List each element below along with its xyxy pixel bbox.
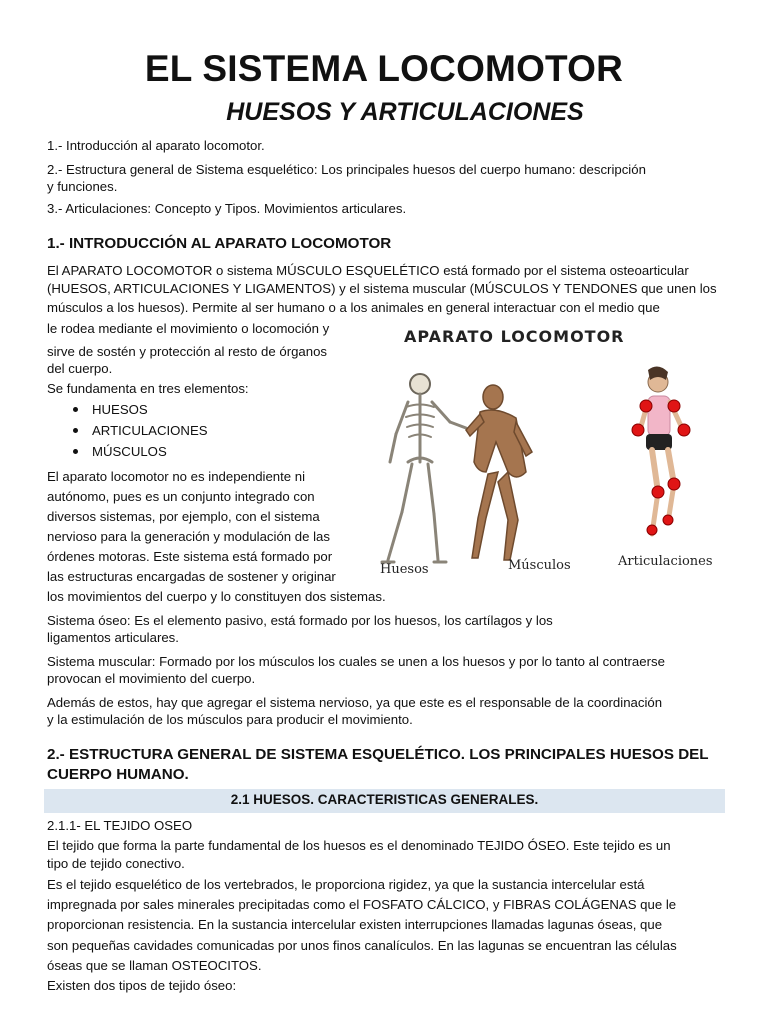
paragraph-line: y la estimulación de los músculos para producir el movimiento. — [47, 712, 413, 727]
paragraph-line: Existen dos tipos de tejido óseo: — [47, 978, 237, 993]
figure-illustration — [368, 322, 738, 587]
paragraph-line: El aparato locomotor no es independiente ni — [47, 469, 306, 484]
paragraph-line: del cuerpo. — [47, 361, 113, 376]
subsection-subheading: 2.1.1- EL TEJIDO OSEO — [47, 818, 193, 833]
paragraph-line: (HUESOS, ARTICULACIONES Y LIGAMENTOS) y el sistema muscular (MÚSCULOS Y TENDONES que unen los — [47, 281, 717, 296]
list-item: ARTICULACIONES — [72, 422, 208, 443]
toc-item: 2.- Estructura general de Sistema esquelético: Los principales huesos del cuerpo humano: descripción — [47, 162, 646, 177]
subsection-banner — [44, 789, 725, 813]
list-item: HUESOS — [72, 401, 208, 422]
paragraph-line: órdenes motoras. Este sistema está formado por — [47, 549, 333, 564]
paragraph-line: Sistema óseo: Es el elemento pasivo, está formado por los huesos, los cartílagos y los — [47, 613, 553, 628]
subsection-title: 2.1 HUESOS. CARACTERISTICAS GENERALES. — [230, 792, 539, 807]
page-title: EL SISTEMA LOCOMOTOR — [144, 48, 624, 89]
section-2-heading: 2.- ESTRUCTURA GENERAL DE SISTEMA ESQUELÉTICO. LOS PRINCIPALES HUESOS DEL — [47, 746, 709, 763]
paragraph-line: tipo de tejido conectivo. — [47, 856, 185, 871]
paragraph-line: óseas que se llaman OSTEOCITOS. — [47, 958, 262, 973]
paragraph-line: proporcionan resistencia. En la sustancia intercelular existen interrupciones llamadas lagunas óseas, que — [47, 917, 663, 932]
element-list — [72, 401, 208, 464]
paragraph-line: provocan el movimiento del cuerpo. — [47, 671, 256, 686]
list-item: MÚSCULOS — [72, 443, 208, 464]
runner-illustration — [632, 366, 690, 535]
paragraph-line: nervioso para la generación y modulación de las — [47, 529, 330, 544]
paragraph-line: El APARATO LOCOMOTOR o sistema MÚSCULO ESQUELÉTICO está formado por el sistema osteoarticular — [47, 263, 689, 278]
figure-title: APARATO LOCOMOTOR — [404, 327, 625, 346]
muscle-figure-illustration — [466, 385, 532, 560]
toc-item-continuation: y funciones. — [47, 179, 118, 194]
paragraph-line: son pequeñas cavidades comunicadas por unos finos canalículos. En las lagunas se encuentran las células — [47, 938, 677, 953]
page-subtitle: HUESOS Y ARTICULACIONES — [226, 98, 584, 126]
paragraph-line: Es el tejido esquelético de los vertebrados, le proporciona rigidez, ya que la sustancia intercelular está — [47, 877, 645, 892]
paragraph-line: sirve de sostén y protección al resto de órganos — [47, 344, 328, 359]
paragraph-line: El tejido que forma la parte fundamental de los huesos es el denominado TEJIDO ÓSEO. Este tejido es un — [47, 838, 671, 853]
toc-item: 1.- Introducción al aparato locomotor. — [47, 138, 265, 153]
paragraph-line: los movimientos del cuerpo y lo constituyen dos sistemas. — [47, 589, 386, 604]
paragraph-line: músculos a los huesos). Permite al ser humano o a los animales en general interactuar con el medio que — [47, 300, 660, 315]
label-articulaciones: Articulaciones — [618, 554, 713, 569]
label-musculos: Músculos — [508, 558, 571, 573]
paragraph-line: diversos sistemas, por ejemplo, con el sistema — [47, 509, 320, 524]
paragraph-line: impregnada por sales minerales precipitadas como el FOSFATO CÁLCICO, y FIBRAS COLÁGENAS que le — [47, 897, 677, 912]
paragraph-line: le rodea mediante el movimiento o locomoción y — [47, 321, 330, 336]
skeleton-illustration — [382, 374, 466, 562]
paragraph-line: Se fundamenta en tres elementos: — [47, 381, 249, 396]
label-huesos: Huesos — [380, 562, 429, 577]
toc-item: 3.- Articulaciones: Concepto y Tipos. Movimientos articulares. — [47, 201, 407, 216]
paragraph-line: Sistema muscular: Formado por los músculos los cuales se unen a los huesos y por lo tanto al contraerse — [47, 654, 665, 669]
aparato-locomotor-figure — [368, 322, 738, 587]
paragraph-line: Además de estos, hay que agregar el sistema nervioso, ya que este es el responsable de la coordinación — [47, 695, 663, 710]
section-2-heading-continuation: CUERPO HUMANO. — [47, 766, 189, 783]
section-1-heading: 1.- INTRODUCCIÓN AL APARATO LOCOMOTOR — [47, 235, 392, 252]
paragraph-line: las estructuras encargadas de sostener y originar — [47, 569, 336, 584]
paragraph-line: autónomo, pues es un conjunto integrado con — [47, 489, 315, 504]
paragraph-line: ligamentos articulares. — [47, 630, 179, 645]
